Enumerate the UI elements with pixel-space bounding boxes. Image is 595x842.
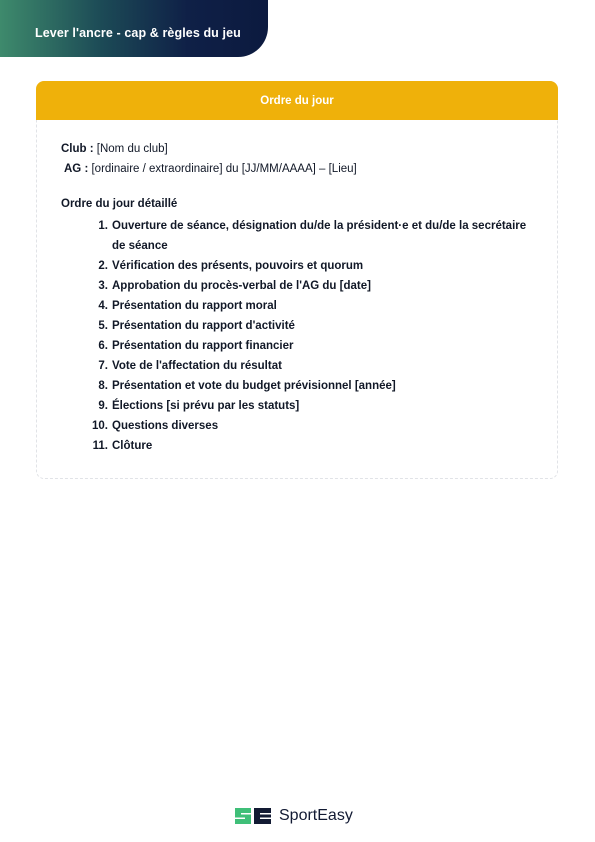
list-item xyxy=(61,336,541,356)
list-item xyxy=(61,276,541,296)
list-item xyxy=(61,396,541,416)
club-label: Club : xyxy=(61,143,94,155)
item-text: Clôture xyxy=(112,440,153,452)
item-number: 2. xyxy=(98,260,108,272)
list-item xyxy=(61,296,541,316)
ag-row xyxy=(61,159,357,179)
list-item xyxy=(61,316,541,336)
item-text: Présentation du rapport d'activité xyxy=(112,320,295,332)
item-text: Vote de l'affectation du résultat xyxy=(112,360,282,372)
item-number: 4. xyxy=(98,300,108,312)
item-number: 11. xyxy=(92,440,108,452)
list-item xyxy=(61,256,541,276)
item-text: Ouverture de séance, désignation du/de la président·e et du/de la secrétaire de séance xyxy=(112,220,527,252)
club-row xyxy=(61,139,357,159)
item-number: 1. xyxy=(98,220,108,232)
list-item xyxy=(61,356,541,376)
item-number: 6. xyxy=(98,340,108,352)
agenda-list xyxy=(61,216,541,456)
item-text: Présentation du rapport moral xyxy=(112,300,277,312)
brand-name: SportEasy xyxy=(279,807,353,824)
item-text: Présentation du rapport financier xyxy=(112,340,294,352)
page-title: Lever l'ancre - cap & règles du jeu xyxy=(35,26,241,40)
section-title: Ordre du jour détaillé xyxy=(61,198,178,210)
list-item xyxy=(61,436,541,456)
sporteasy-logo-icon xyxy=(233,806,273,826)
club-value: [Nom du club] xyxy=(93,143,168,155)
list-item xyxy=(61,416,541,436)
item-text: Vérification des présents, pouvoirs et quorum xyxy=(112,260,364,272)
item-text: Présentation et vote du budget prévisionnel [année] xyxy=(112,380,396,392)
item-text: Élections [si prévu par les statuts] xyxy=(112,400,300,412)
item-number: 7. xyxy=(98,360,108,372)
card-heading: Ordre du jour xyxy=(260,94,334,107)
meeting-info xyxy=(61,139,357,179)
item-number: 3. xyxy=(98,280,108,292)
agenda-card xyxy=(36,81,558,479)
footer-brand xyxy=(233,806,353,826)
item-text: Approbation du procès-verbal de l'AG du [date] xyxy=(112,280,371,292)
item-number: 8. xyxy=(98,380,108,392)
ag-value: [ordinaire / extraordinaire] du [JJ/MM/AAAA] – [Lieu] xyxy=(88,163,357,175)
list-item xyxy=(61,216,541,256)
ag-label: AG : xyxy=(64,163,89,175)
item-number: 10. xyxy=(92,420,108,432)
item-text: Questions diverses xyxy=(112,420,219,432)
item-number: 9. xyxy=(98,400,108,412)
header-banner xyxy=(0,0,268,57)
list-item xyxy=(61,376,541,396)
item-number: 5. xyxy=(98,320,108,332)
card-header xyxy=(36,81,558,120)
